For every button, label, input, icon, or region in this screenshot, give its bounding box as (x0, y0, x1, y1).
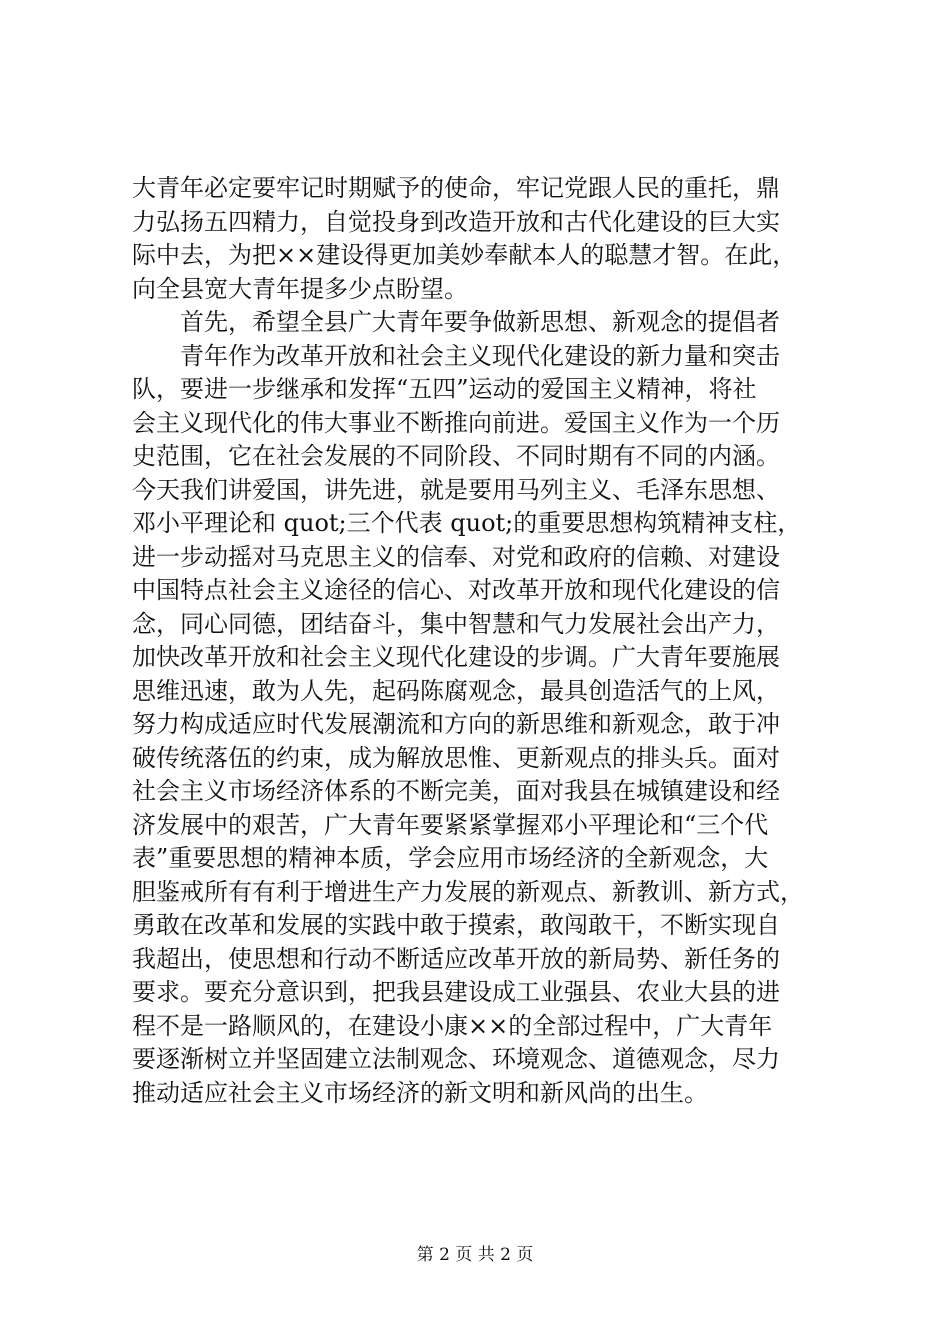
text-line: 会主义现代化的伟大事业不断推向前进。爱国主义作为一个历 (132, 408, 780, 437)
text-line: 推动适应社会主义市场经济的新文明和新风尚的出生。 (132, 1078, 708, 1107)
text-line: 今天我们讲爱国，讲先进，就是要用马列主义、毛泽东思想、 (132, 475, 780, 504)
text-line: 队，要进一步继承和发挥“五四”运动的爱国主义精神，将社 (132, 375, 757, 403)
text-line: 勇敢在改革和发展的实践中敢于摸索，敢闯敢干，不断实现自 (132, 911, 780, 939)
text-line: 邓小平理论和 quot;三个代表 quot;的重要思想构筑精神支柱， (132, 509, 802, 537)
text-line: 际中去，为把××建设得更加美妙奉献本人的聪慧才智。在此， (132, 241, 797, 269)
text-line: 中国特点社会主义途径的信心、对改革开放和现代化建设的信 (132, 576, 780, 604)
text-line: 向全县宽大青年提多少点盼望。 (132, 274, 468, 303)
body-text (132, 172, 832, 1110)
text-line: 要求。要充分意识到，把我县建设成工业强县、农业大县的进 (132, 978, 780, 1006)
text-line: 青年作为改革开放和社会主义现代化建设的新力量和突击 (132, 341, 780, 370)
text-line: 大青年必定要牢记时期赋予的使命，牢记党跟人民的重托，鼎 (132, 174, 780, 202)
text-line: 胆鉴戒所有有利于增进生产力发展的新观点、新教训、新方式， (132, 877, 804, 906)
text-line: 我超出，使思想和行动不断适应改革开放的新局势、新任务的 (132, 944, 780, 973)
text-line: 破传统落伍的约束，成为解放思惟、更新观点的排头兵。面对 (132, 743, 780, 772)
text-line: 念，同心同德，团结奋斗，集中智慧和气力发展社会出产力， (132, 609, 780, 638)
text-line: 史范围，它在社会发展的不同阶段、不同时期有不同的内涵。 (132, 442, 780, 470)
text-line: 社会主义市场经济体系的不断完美，面对我县在城镇建设和经 (132, 777, 780, 805)
text-line: 思维迅速，敢为人先，起码陈腐观念，最具创造活气的上风， (132, 676, 780, 705)
text-line: 加快改革开放和社会主义现代化建设的步调。广大青年要施展 (132, 643, 780, 671)
text-line: 努力构成适应时代发展潮流和方向的新思维和新观念，敢于冲 (132, 710, 780, 738)
text-line: 表”重要思想的精神本质，学会应用市场经济的全新观念，大 (132, 844, 769, 872)
page-footer: 第 2 页 共 2 页 (416, 1245, 534, 1265)
text-line: 济发展中的艰苦，广大青年要紧紧掌握邓小平理论和“三个代 (132, 810, 769, 839)
text-line: 程不是一路顺风的，在建设小康××的全部过程中，广大青年 (132, 1011, 773, 1040)
text-line: 进一步动摇对马克思主义的信奉、对党和政府的信赖、对建设 (132, 542, 780, 571)
text-line: 力弘扬五四精力，自觉投身到改造开放和古代化建设的巨大实 (132, 207, 780, 236)
text-line: 首先，希望全县广大青年要争做新思想、新观念的提倡者 (132, 308, 780, 336)
text-line: 要逐渐树立并坚固建立法制观念、环境观念、道德观念，尽力 (132, 1045, 780, 1073)
